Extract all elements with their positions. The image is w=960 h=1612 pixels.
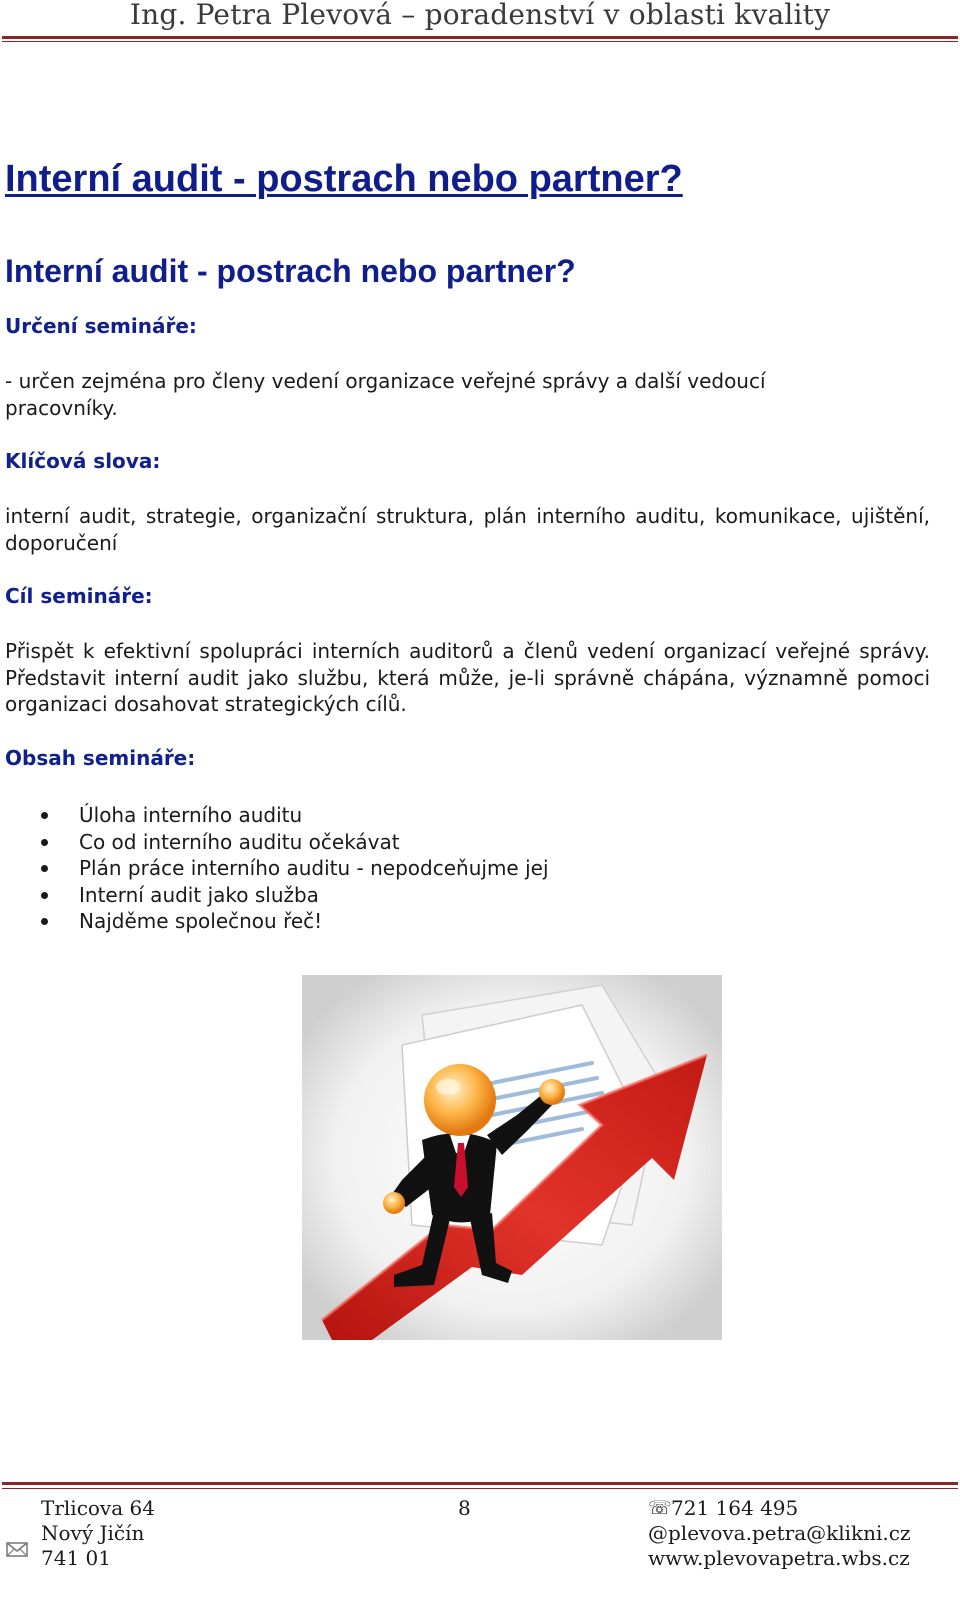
content-list	[0, 802, 549, 935]
footer-address-city: Nový Jičín	[41, 1521, 145, 1545]
list-item: Interní audit jako služba	[0, 882, 549, 909]
footer-website[interactable]: www.plevovapetra.wbs.cz	[648, 1546, 910, 1570]
footer-rule	[2, 1482, 958, 1485]
page-number: 8	[458, 1496, 471, 1520]
footer-address-zip: 741 01	[41, 1546, 111, 1570]
header-rule-thin	[2, 41, 958, 42]
section-heading-keywords: Klíčová slova:	[5, 449, 161, 473]
footer-email[interactable]: @plevova.petra@klikni.cz	[648, 1521, 911, 1545]
section-text-keywords: interní audit, strategie, organizační struktura, plán interního auditu, komunikace, ujištění, doporučení	[5, 504, 930, 555]
envelope-icon	[6, 1542, 28, 1557]
bullet-icon	[41, 812, 48, 819]
footer-address-street: Trlicova 64	[41, 1496, 155, 1520]
document-title: Interní audit - postrach nebo partner?	[5, 158, 683, 200]
list-item: Co od interního auditu očekávat	[0, 829, 549, 856]
section-heading-audience: Určení semináře:	[5, 314, 197, 338]
bullet-icon	[41, 892, 48, 899]
list-item: Najděme společnou řeč!	[0, 908, 549, 935]
section-text-goal: Přispět k efektivní spolupráci interních auditorů a členů vedení organizací veřejné správy. Představit interní audit jako službu, která může, je-li správně chápána, významně pomoci organizaci dosahovat strategických cílů.	[5, 639, 930, 716]
bullet-icon	[41, 865, 48, 872]
list-item: Plán práce interního auditu - nepodceňujme jej	[0, 855, 549, 882]
section-text-audience: - určen zejména pro členy vedení organizace veřejné správy a další vedoucí pracovníky.	[5, 369, 766, 420]
bullet-icon	[41, 918, 48, 925]
header-rule	[2, 36, 958, 39]
header-title: Ing. Petra Plevová – poradenství v oblasti kvality	[129, 0, 831, 31]
list-item: Úloha interního auditu	[0, 802, 549, 829]
footer-phone: 721 164 495	[671, 1496, 799, 1520]
telephone-icon: ☏	[648, 1497, 672, 1519]
document-subtitle: Interní audit - postrach nebo partner?	[5, 253, 576, 289]
footer-rule-thin	[2, 1488, 958, 1489]
bullet-icon	[41, 839, 48, 846]
section-heading-content: Obsah semináře:	[5, 746, 196, 770]
section-heading-goal: Cíl semináře:	[5, 584, 153, 608]
businessman-with-rising-arrow-icon	[302, 975, 722, 1340]
